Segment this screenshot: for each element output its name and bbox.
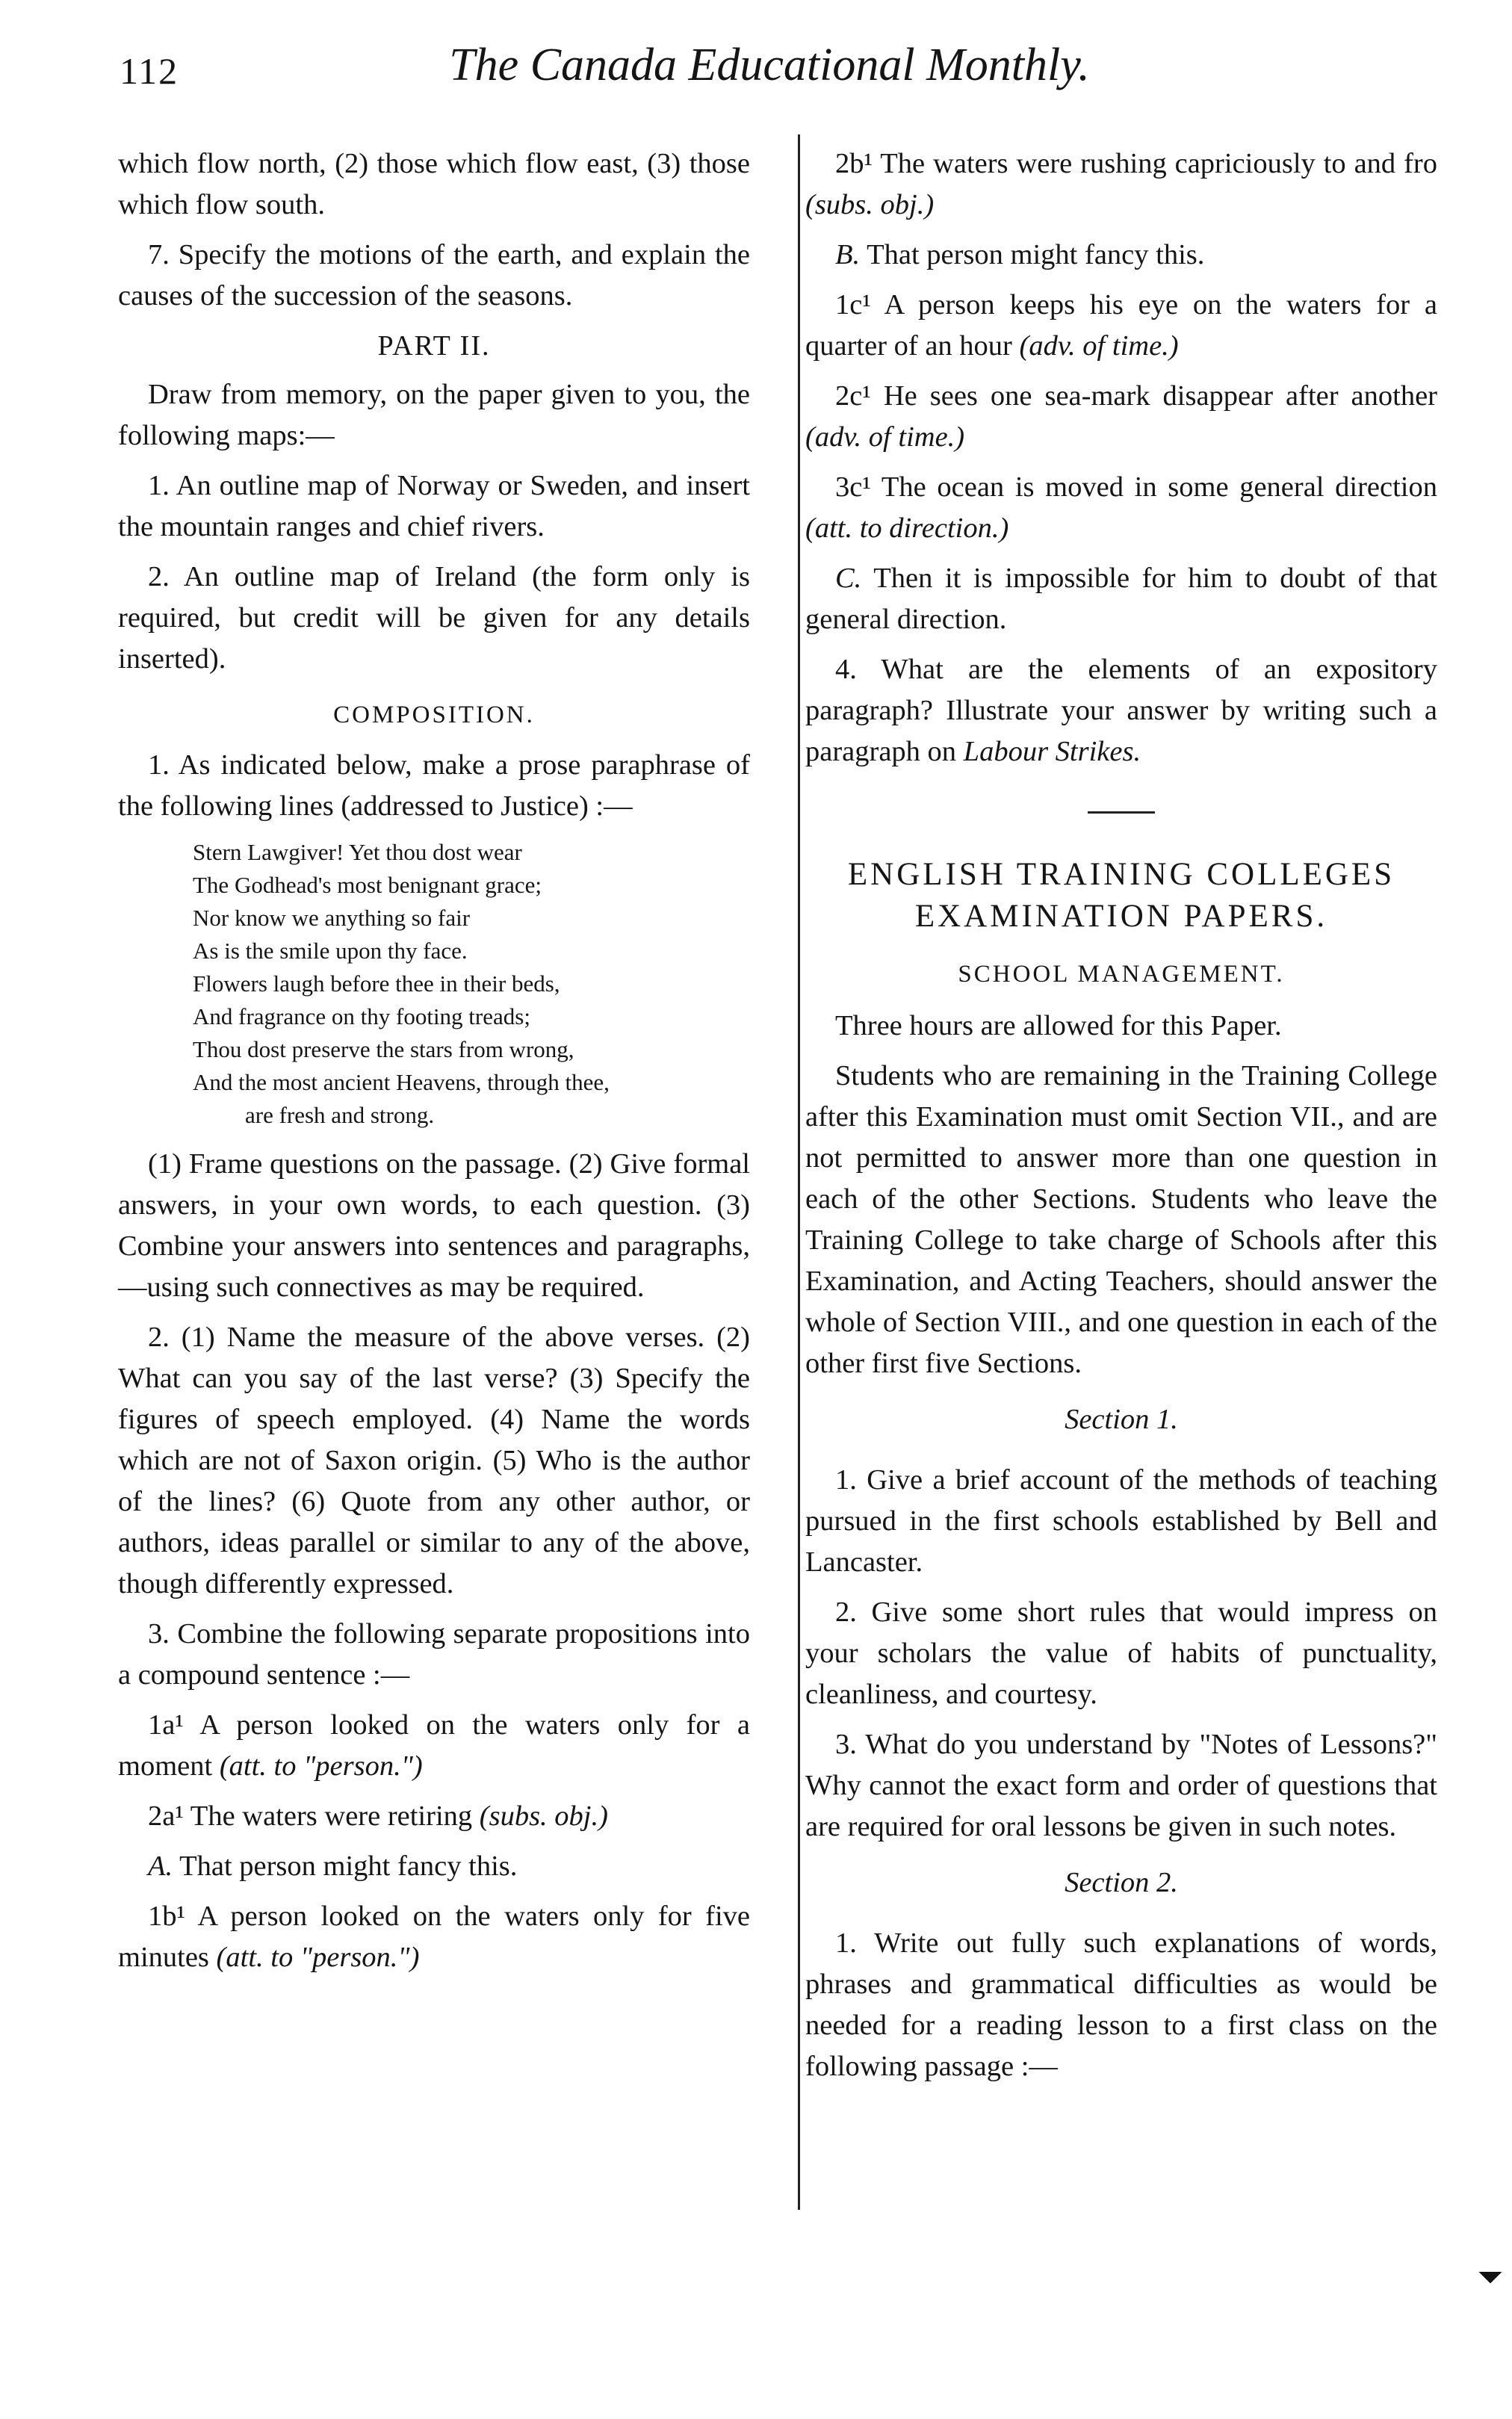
paragraph: 1. An outline map of Norway or Sweden, and insert the mountain ranges and chief rivers. — [118, 470, 750, 542]
paragraph: 2. (1) Name the measure of the above verses. (2) What can you say of the last verse? (3) Specify the figures of speech employed. (4) Name the words which are not of Saxon origin. (5) Who is the author of the lines? (6) Quote from any other author, or authors, ideas parallel or similar to any of the above, though differently expressed. — [118, 1322, 750, 1599]
proposition-note: (att. to "person.") — [219, 1750, 423, 1782]
paragraph: 3. Combine the following separate propositions into a compound sentence :— — [118, 1618, 750, 1691]
proposition — [805, 285, 1437, 367]
paragraph: 1. Write out fully such explanations of words, phrases and grammatical difficulties as would be needed for a reading lesson to a first class on the following passage :— — [805, 1927, 1437, 2082]
paragraph: 1. As indicated below, make a prose paraphrase of the following lines (addressed to Justice) :— — [118, 749, 750, 822]
poem-line: Flowers laugh before thee in their beds, — [193, 970, 560, 997]
paragraph: Draw from memory, on the paper given to you, the following maps:— — [118, 379, 750, 451]
left-column — [118, 143, 750, 1987]
proposition-text: 3c¹ The ocean is moved in some general direction — [835, 471, 1437, 503]
part-heading: PART II. — [377, 330, 491, 362]
paragraph: Students who are remaining in the Training College after this Examination must omit Section VII., and are not permitted to answer more than one question in each of the other Sections. Students who leave the Training College to take charge of Schools after this Examination, and Acting Teachers, should answer the whole of Section VIII., and one question in each of the other first five Sections. — [805, 1060, 1437, 1379]
proposition — [805, 558, 1437, 640]
section-label: Section 2. — [1065, 1867, 1178, 1898]
paragraph: (1) Frame questions on the passage. (2) Give formal answers, in your own words, to each question. (3) Combine your answers into sentences and paragraphs,—using such connectives as may be required. — [118, 1148, 750, 1303]
proposition-text: That person might fancy this. — [867, 239, 1205, 270]
proposition-label: C. — [835, 563, 862, 594]
poem-line: Nor know we anything so fair — [193, 905, 471, 931]
proposition-note: (subs. obj.) — [805, 189, 935, 220]
section-label: Section 1. — [1065, 1404, 1178, 1435]
proposition-note: (subs. obj.) — [479, 1800, 608, 1832]
page-number: 112 — [120, 50, 179, 92]
papers-heading: ENGLISH TRAINING COLLEGES EXAMINATION PAPERS. — [847, 857, 1395, 934]
paragraph-italic: Labour Strikes. — [963, 736, 1141, 767]
proposition-text: Then it is impossible for him to doubt of that general direction. — [805, 563, 1437, 635]
poem-line: And the most ancient Heavens, through thee, — [193, 1069, 610, 1095]
corner-mark-icon — [1478, 2260, 1502, 2283]
school-management-heading: SCHOOL MANAGEMENT. — [958, 961, 1285, 988]
proposition-text: 2c¹ He sees one sea-mark disappear after another — [835, 380, 1437, 412]
proposition — [118, 1705, 750, 1787]
paragraph: 7. Specify the motions of the earth, and explain the causes of the succession of the seasons. — [118, 239, 750, 312]
poem-line: Stern Lawgiver! Yet thou dost wear — [193, 839, 522, 865]
poem-line: The Godhead's most benignant grace; — [193, 872, 542, 898]
paragraph-text: 4. What are the elements of an expository paragraph? Illustrate your answer by writing such a paragraph on — [805, 654, 1437, 767]
paragraph: which flow north, (2) those which flow east, (3) those which flow south. — [118, 148, 750, 220]
proposition-label: B. — [835, 239, 861, 270]
proposition — [118, 1896, 750, 1978]
page-header — [112, 39, 1427, 106]
proposition-note: (adv. of time.) — [1019, 330, 1179, 362]
proposition-text: 1b¹ A person looked on the waters only for five minutes — [118, 1901, 750, 1973]
poem-line: As is the smile upon thy face. — [193, 938, 468, 964]
proposition-label: A. — [148, 1850, 173, 1882]
paragraph: 1. Give a brief account of the methods of teaching pursued in the first schools established by Bell and Lancaster. — [805, 1464, 1437, 1578]
paragraph: 3. What do you understand by "Notes of Lessons?" Why cannot the exact form and order of questions that are required for oral lessons be given in such notes. — [805, 1729, 1437, 1842]
proposition-text: 2b¹ The waters were rushing capriciously to and fro — [835, 148, 1437, 179]
section-rule — [1088, 811, 1155, 814]
poem — [193, 836, 750, 1132]
proposition — [805, 143, 1437, 226]
poem-line: are fresh and strong. — [245, 1102, 435, 1128]
proposition — [805, 235, 1437, 276]
paragraph: Three hours are allowed for this Paper. — [835, 1010, 1282, 1041]
column-divider — [798, 134, 800, 2210]
composition-heading: COMPOSITION. — [333, 701, 535, 728]
proposition — [118, 1846, 750, 1887]
proposition-text: That person might fancy this. — [179, 1850, 518, 1882]
poem-line: Thou dost preserve the stars from wrong, — [193, 1036, 574, 1062]
proposition — [118, 1796, 750, 1837]
proposition-text: 1c¹ A person keeps his eye on the waters for a quarter of an hour — [805, 289, 1437, 362]
proposition — [805, 376, 1437, 458]
proposition-text: 2a¹ The waters were retiring — [148, 1800, 473, 1832]
right-column — [805, 143, 1437, 2096]
proposition-note: (att. to direction.) — [805, 512, 1009, 544]
proposition-note: (att. to "person.") — [216, 1942, 420, 1973]
paragraph — [805, 649, 1437, 772]
paragraph: 2. An outline map of Ireland (the form only is required, but credit will be given for any details inserted). — [118, 561, 750, 675]
proposition — [805, 467, 1437, 549]
running-title: The Canada Educational Monthly. — [449, 40, 1090, 90]
paragraph: 2. Give some short rules that would impress on your scholars the value of habits of punctuality, cleanliness, and courtesy. — [805, 1596, 1437, 1710]
proposition-text: 1a¹ A person looked on the waters only for a moment — [118, 1709, 750, 1782]
proposition-note: (adv. of time.) — [805, 421, 965, 453]
poem-line: And fragrance on thy footing treads; — [193, 1003, 530, 1029]
